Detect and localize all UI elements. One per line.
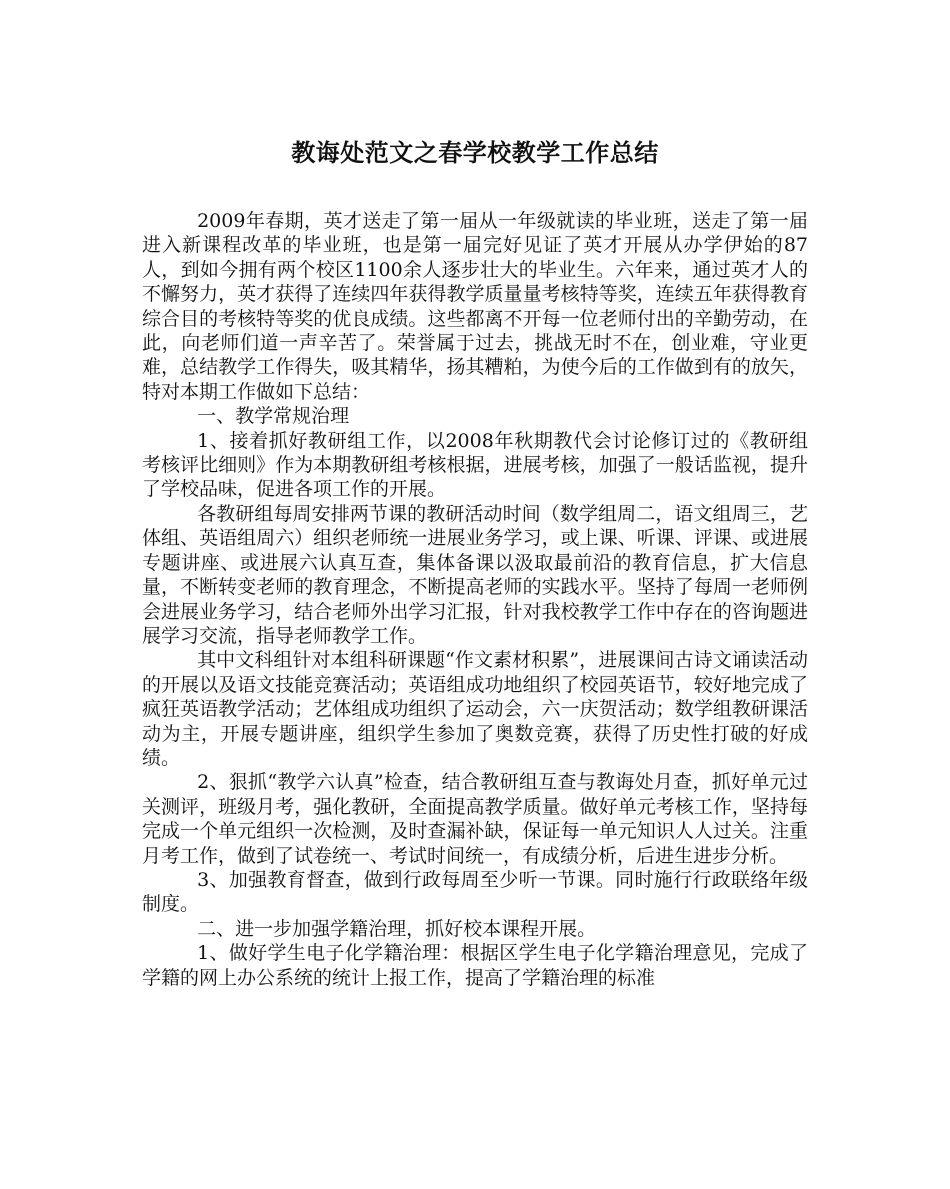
- paragraph-2-1: 1、做好学生电子化学籍治理：根据区学生电子化学籍治理意见，完成了学籍的网上办公系统的统计上报工作，提高了学籍治理的标准: [142, 942, 808, 989]
- section-heading-1: 一、教学常规治理: [197, 405, 350, 428]
- section-heading-2: 二、进一步加强学籍治理，抓好校本课程开展。: [197, 917, 597, 940]
- paragraph-1-1: 1、接着抓好教研组工作，以2008年秋期教代会讨论修订过的《教研组考核评比细则》作为本期教研组考核根据，进展考核，加强了一般话监视，提升了学校品味，促进各项工作的开展。: [142, 429, 808, 501]
- document-title: 教诲处范文之春学校教学工作总结: [291, 138, 659, 167]
- paragraph-1-3: 3、加强教育督查，做到行政每周至少听一节课。同时施行行政联络年级制度。: [142, 868, 808, 916]
- paragraph-group-activities: 其中文科组针对本组科研课题“作文素材积累”，进展课间古诗文诵读活动的开展以及语文技能竞赛活动；英语组成功地组织了校园英语节，较好地完成了疯狂英语教学活动；艺体组成功组织了运动会，六一庆贺活动；数学组教研课活动为主，开展专题讲座，组织学生参加了奥数竞赛，获得了历史性打破的好成绩。: [142, 649, 808, 769]
- paragraph-1-2: 2、狠抓“教学六认真”检查，结合教研组互查与教诲处月查，抓好单元过关测评，班级月考，强化教研，全面提高教学质量。做好单元考核工作，坚持每完成一个单元组织一次检测，及时查漏补缺，保证每一单元知识人人过关。注重月考工作，做到了试卷统一、考试时间统一，有成绩分析，后进生进步分析。: [142, 771, 808, 867]
- paragraph-intro: 2009年春期，英才送走了第一届从一年级就读的毕业班，送走了第一届进入新课程改革的毕业班，也是第一届完好见证了英才开展从办学伊始的87人，到如今拥有两个校区1100余人逐步壮大的毕业生。六年来，通过英才人的不懈努力，英才获得了连续四年获得教学质量量考核特等奖，连续五年获得教育综合目的考核特等奖的优良成绩。这些都离不开每一位老师付出的辛勤劳动，在此，向老师们道一声辛苦了。荣誉属于过去，挑战无时不在，创业难，守业更难，总结教学工作得失，吸其精华，扬其糟粕，为使今后的工作做到有的放矢，特对本期工作做如下总结：: [142, 210, 808, 403]
- paragraph-teaching-research: 各教研组每周安排两节课的教研活动时间（数学组周二，语文组周三，艺体组、英语组周六）组织老师统一进展业务学习，或上课、听课、评课、或进展专题讲座、或进展六认真互查，集体备课以汲取最前沿的教育信息，扩大信息量，不断转变老师的教育理念，不断提高老师的实践水平。坚持了每周一老师例会进展业务学习，结合老师外出学习汇报，针对我校教学工作中存在的咨询题进展学习交流，指导老师教学工作。: [142, 502, 808, 647]
- document-body: [142, 209, 808, 990]
